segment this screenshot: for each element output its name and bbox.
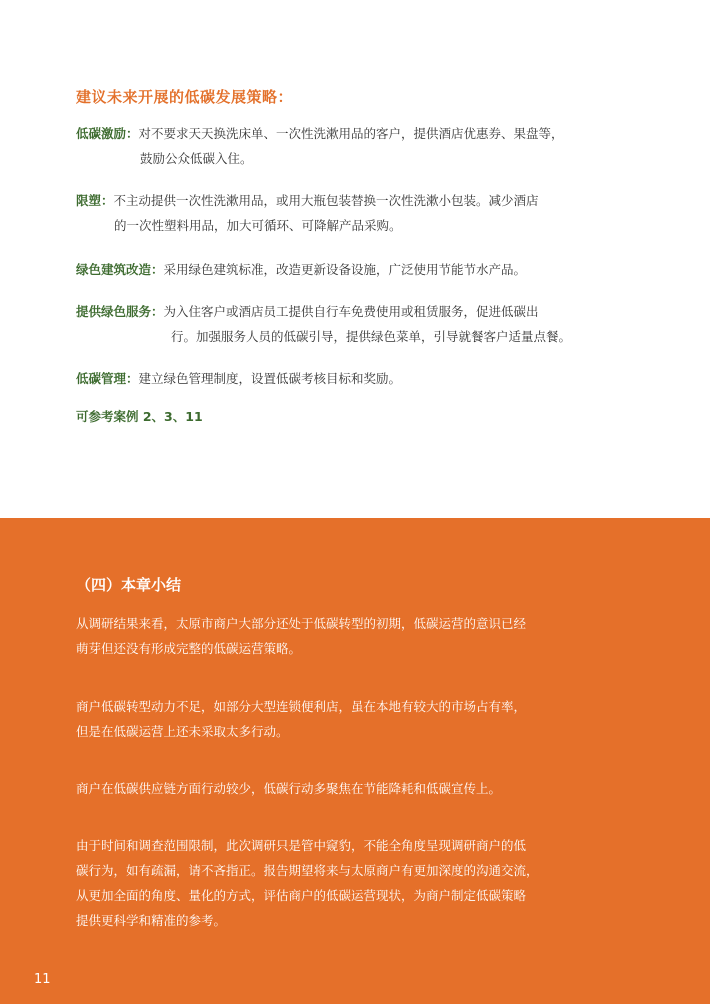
chapter-summary-section: [0, 518, 710, 1004]
summary-line: 萌芽但还没有形成完整的低碳运营策略。: [76, 641, 302, 656]
strategy-text: 不主动提供一次性洗漱用品，或用大瓶包装替换一次性洗漱小包装。减少酒店: [113, 193, 539, 208]
strategy-text-cont: 行。加强服务人员的低碳引导，提供绿色菜单，引导就餐客户适量点餐。: [171, 329, 572, 344]
summary-line: 从更加全面的角度、量化的方式，评估商户的低碳运营现状，为商户制定低碳策略: [76, 888, 527, 903]
summary-line: 但是在低碳运营上还未采取太多行动。: [76, 724, 289, 739]
strategy-low-carbon-management: [76, 366, 636, 391]
strategy-green-building: [76, 257, 636, 282]
summary-heading: （四）本章小结: [76, 576, 182, 594]
strategy-text: 为入住客户或酒店员工提供自行车免费使用或租赁服务，促进低碳出: [163, 304, 539, 319]
summary-paragraph: [76, 833, 636, 933]
strategies-heading: 建议未来开展的低碳发展策略：: [76, 88, 294, 106]
strategy-term: 限塑：: [76, 193, 114, 208]
page-number: 11: [34, 972, 51, 987]
strategy-term: 提供绿色服务：: [76, 304, 164, 319]
strategy-text: 对不要求天天换洗床单、一次性洗漱用品的客户，提供酒店优惠券、果盘等，: [138, 126, 564, 141]
strategy-low-carbon-incentive: [76, 121, 636, 171]
strategy-text: 采用绿色建筑标准，改造更新设备设施，广泛使用节能节水产品。: [163, 262, 527, 277]
summary-paragraph: [76, 694, 636, 744]
strategy-text-cont: 的一次性塑料用品，加大可循环、可降解产品采购。: [114, 218, 402, 233]
summary-paragraph: [76, 611, 636, 661]
summary-line: 提供更科学和精准的参考。: [76, 913, 227, 928]
summary-paragraph: [76, 776, 636, 801]
reference-cases: 可参考案例 2、3、11: [76, 409, 203, 424]
summary-line: 商户在低碳供应链方面行动较少，低碳行动多聚焦在节能降耗和低碳宣传上。: [76, 781, 502, 796]
summary-line: 从调研结果来看，太原市商户大部分还处于低碳转型的初期，低碳运营的意识已经: [76, 616, 527, 631]
strategy-text: 建立绿色管理制度，设置低碳考核目标和奖励。: [138, 371, 402, 386]
summary-line: 碳行为，如有疏漏，请不吝指正。报告期望将来与太原商户有更加深度的沟通交流，: [76, 863, 539, 878]
summary-line: 由于时间和调查范围限制，此次调研只是管中窥豹，不能全角度呈现调研商户的低: [76, 838, 527, 853]
summary-line: 商户低碳转型动力不足，如部分大型连锁便利店，虽在本地有较大的市场占有率，: [76, 699, 527, 714]
strategy-plastic-limit: [76, 188, 636, 238]
strategy-green-service: [76, 299, 636, 349]
strategy-term: 低碳管理：: [76, 371, 139, 386]
strategy-term: 低碳激励：: [76, 126, 139, 141]
strategy-term: 绿色建筑改造：: [76, 262, 164, 277]
strategy-text-cont: 鼓励公众低碳入住。: [140, 151, 253, 166]
